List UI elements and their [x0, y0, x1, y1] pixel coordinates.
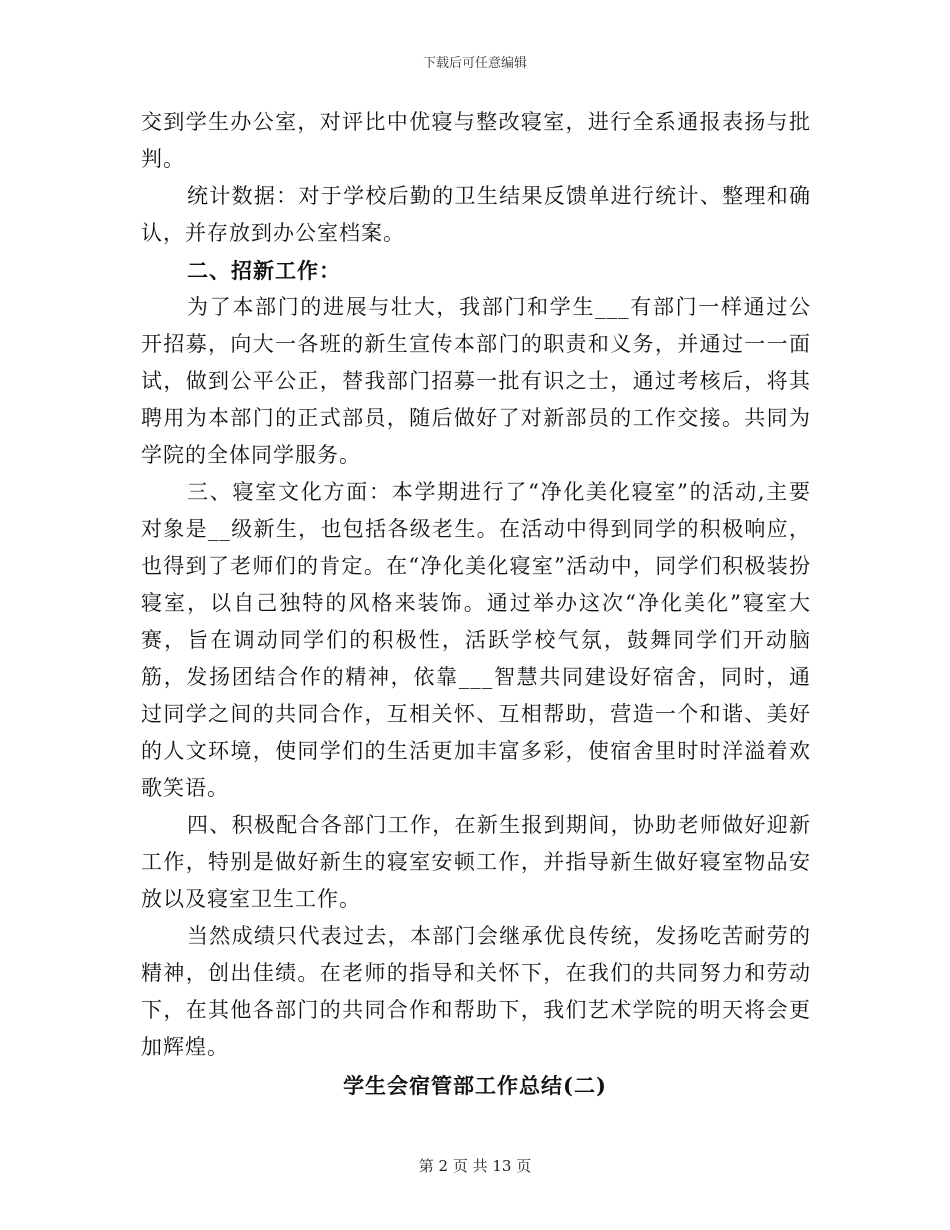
section-title: 学生会宿管部工作总结(二): [343, 1073, 607, 1098]
paragraph-continuation: 交到学生办公室，对评比中优寝与整改寝室，进行全系通报表扬与批判。: [141, 110, 811, 171]
page-header: 下载后可任意编辑: [422, 56, 527, 71]
paragraph-conclusion: 当然成绩只代表过去，本部门会继承优良传统，发扬吃苦耐劳的精神，创出佳绩。在老师的指导和关怀下，在我们的共同努力和劳动下，在其他各部门的共同合作和帮助下，我们艺术学院的明天将会更加辉煌。: [141, 924, 811, 1059]
paragraph-cooperation: 四、积极配合各部门工作，在新生报到期间，协助老师做好迎新工作，特别是做好新生的寝室安顿工作，并指导新生做好寝室物品安放以及寝室卫生工作。: [141, 813, 811, 911]
section-heading-recruitment: 二、招新工作：: [187, 258, 341, 283]
document-body: [141, 104, 811, 1066]
paragraph-recruitment: 为了本部门的进展与壮大，我部门和学生___有部门一样通过公开招募，向大一各班的新生宣传本部门的职责和义务，并通过一一面试，做到公平公正，替我部门招募一批有识之士，通过考核后，将其聘用为本部门的正式部员，随后做好了对新部员的工作交接。共同为学院的全体同学服务。: [141, 295, 811, 467]
page-footer: 第 2 页 共 13 页: [418, 1157, 532, 1175]
paragraph-statistics: 统计数据：对于学校后勤的卫生结果反馈单进行统计、整理和确认，并存放到办公室档案。: [141, 184, 811, 245]
paragraph-dorm-culture: 三、寝室文化方面：本学期进行了“净化美化寝室”的活动,主要对象是__级新生，也包括各级老生。在活动中得到同学的积极响应，也得到了老师们的肯定。在“净化美化寝室”活动中，同学们积极装扮寝室，以自己独特的风格来装饰。通过举办这次“净化美化”寝室大赛，旨在调动同学们的积极性，活跃学校气氛，鼓舞同学们开动脑筋，发扬团结合作的精神，依靠___智慧共同建设好宿舍，同时，通过同学之间的共同合作，互相关怀、互相帮助，营造一个和谐、美好的人文环境，使同学们的生活更加丰富多彩，使宿舍里时时洋溢着欢歌笑语。: [141, 480, 811, 800]
